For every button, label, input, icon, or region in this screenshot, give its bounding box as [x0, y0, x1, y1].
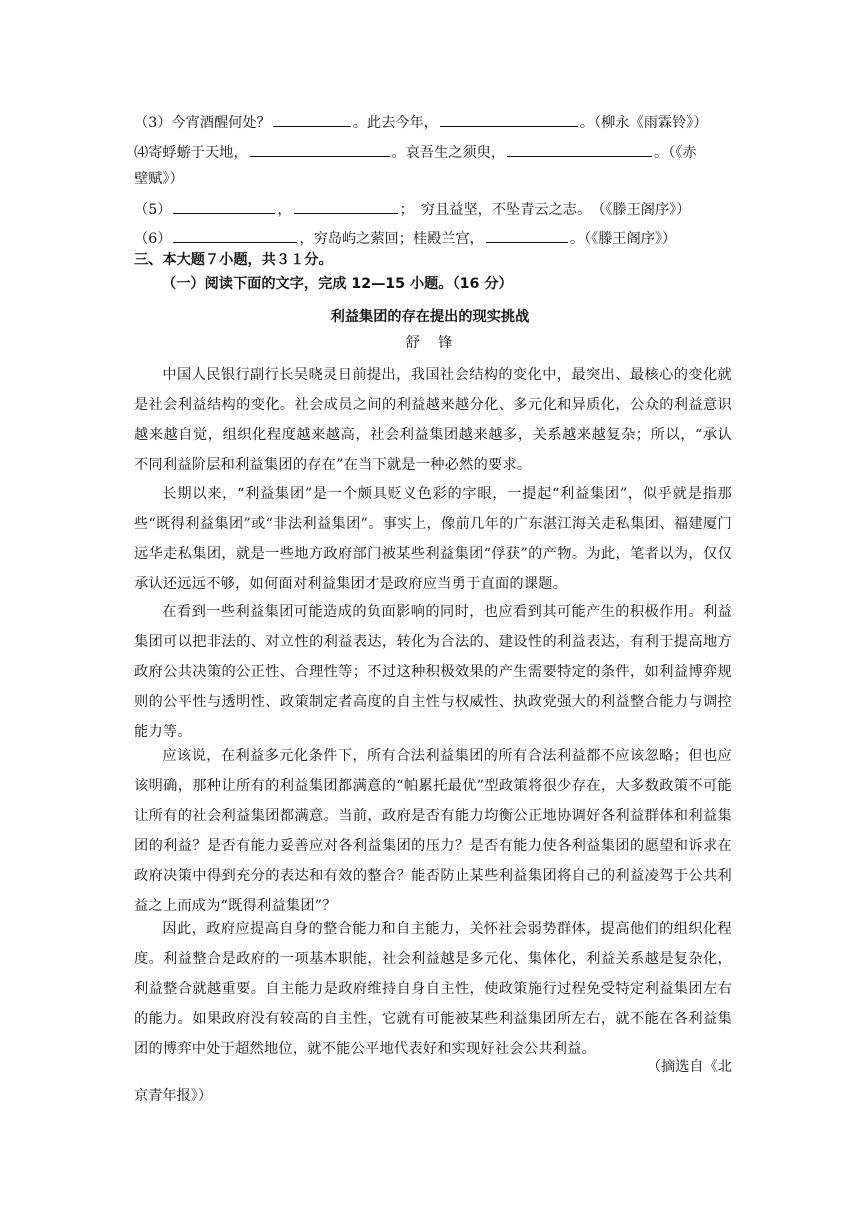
answer-blank[interactable] — [173, 198, 275, 214]
fill-blank-q4-cont: 壁赋》） — [134, 171, 184, 187]
article-paragraph-3: 在看到一些利益集团可能造成的负面影响的同时，也应看到其可能产生的积极作用。利益集团可以把非法的、对立性的利益表达，转化为合法的、建设性的利益表达，有利于提高地方政府公共决策的公正性、合理性等；不过这种积极效果的产生需要特定的条件，如利益博弈规则的公平性与透明性、政策制定者高度的自主性与权威性、执政党强大的利益整合能力与调控能力等。 — [134, 604, 732, 740]
fill-blank-q3: （3）今宵酒醒何处？ 。此去今年， 。（柳永《雨霖铃》） — [134, 111, 734, 133]
answer-blank[interactable] — [486, 227, 568, 243]
fill-blank-q4: ⑷寄蜉蝣于天地， 。哀吾生之须臾， 。（《赤 — [134, 141, 734, 163]
sub-heading: （一）阅读下面的文字，完成 12—15 小题。（16 分） — [162, 276, 513, 292]
fill-blank-q5: （5） ， ； 穷且益坚，不坠青云之志。 （《滕王阁序》） — [134, 198, 734, 220]
fill-blank-q6: （6） ，穷岛屿之萦回；桂殿兰宫， 。（《滕王阁序》） — [134, 227, 734, 249]
article-paragraph-1: 中国人民银行副行长吴晓灵日前提出，我国社会结构的变化中，最突出、最核心的变化就是社会利益结构的变化。社会成员之间的利益越来越分化、多元化和异质化，公众的利益意识越来越自觉，组织化程度越来越高，社会利益集团越来越多，关系越来越复杂；所以，“承认不同利益阶层和利益集团的存在”在当下就是一种必然的要求。 — [134, 367, 732, 473]
article-paragraph-2: 长期以来，“利益集团”是一个颇具贬义色彩的字眼，一提起“利益集团”，似乎就是指那些“既得利益集团”或“非法利益集团”。事实上，像前几年的广东湛江海关走私集团、福建厦门远华走私集团，就是一些地方政府部门被某些利益集团“俘获”的产物。为此，笔者以为，仅仅承认还远远不够，如何面对利益集团才是政府应当勇于直面的课题。 — [134, 486, 732, 592]
answer-blank[interactable] — [294, 198, 398, 214]
answer-blank[interactable] — [507, 141, 652, 157]
article-author: 舒 锋 — [405, 335, 455, 351]
article-paragraph-4: 应该说，在利益多元化条件下，所有合法利益集团的所有合法利益都不应该忽略；但也应该明确，那种让所有的利益集团都满意的“帕累托最优”型政策将很少存在，大多数政策不可能让所有的社会利益集团都满意。当前，政府是否有能力均衡公正地协调好各利益群体和利益集团的利益？是否有能力妥善应对各利益集团的压力？是否有能力使各利益集团的愿望和诉求在政府决策中得到充分的表达和有效的整合？能否防止某些利益集团将自己的利益凌驾于公共利益之上而成为“既得利益集团”？ — [134, 748, 732, 914]
section-heading: 三、本大题７小题，共３１分。 — [134, 252, 333, 268]
article-paragraph-5: 因此，政府应提高自身的整合能力和自主能力，关怀社会弱势群体，提高他们的组织化程度。利益整合是政府的一项基本职能，社会利益越是多元化、集体化，利益关系越是复杂化，利益整合就越重要。自主能力是政府维持自身自主性，使政策施行过程免受特定利益集团左右的能力。如果政府没有较高的自主性，它就有可能被某些利益集团所左右，就不能在各利益集团的博弈中处于超然地位，就不能公平地代表好和实现好社会公共利益。 — [134, 921, 732, 1057]
article-title: 利益集团的存在提出的现实挑战 — [330, 309, 530, 325]
answer-blank[interactable] — [273, 111, 351, 127]
source-citation-cont: 京青年报》） — [134, 1088, 213, 1104]
source-citation: （摘选自《北 — [646, 1059, 732, 1075]
answer-blank[interactable] — [440, 111, 578, 127]
answer-blank[interactable] — [250, 141, 390, 157]
answer-blank[interactable] — [173, 227, 297, 243]
